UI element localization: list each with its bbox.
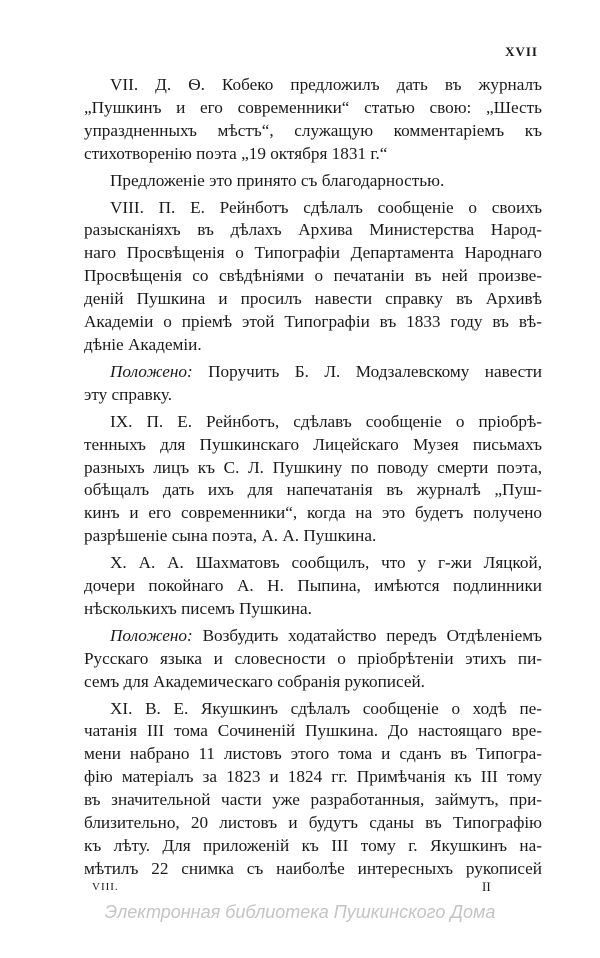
text-line xyxy=(84,698,542,721)
line-text: кинъ и его современники“, когда на это будетъ получено xyxy=(84,503,542,523)
text-line xyxy=(84,625,542,648)
text-line xyxy=(84,434,542,457)
line-text: въ значительной части уже разработанныя, займутъ, при- xyxy=(84,790,542,810)
text-line xyxy=(84,598,542,621)
line-text: обѣщалъ дать ихъ для напечатанія въ журналѣ „Пуш- xyxy=(84,480,542,500)
line-text: XI. В. Е. Якушкинъ сдѣлалъ сообщеніе о ходѣ пе- xyxy=(110,698,542,718)
text-line xyxy=(84,743,542,766)
line-text: чатанія III тома Сочиненій Пушкина. До настоящаго вре- xyxy=(84,721,542,741)
italic-label: Положено: xyxy=(110,625,193,645)
line-text: семъ для Академическаго собранія рукописей. xyxy=(84,671,425,691)
text-line xyxy=(84,766,542,789)
text-line xyxy=(84,835,542,858)
line-text: Возбудить ходатайство передъ Отдѣленіемъ xyxy=(192,625,542,645)
line-text: разрѣшеніе сына поэта, А. А. Пушкина. xyxy=(84,526,377,546)
line-text: IX. П. Е. Рейнботъ, сдѣлавъ сообщеніе о пріобрѣ- xyxy=(110,411,542,431)
text-line xyxy=(84,170,542,193)
body-text xyxy=(84,74,542,881)
text-line xyxy=(84,384,542,407)
text-line xyxy=(84,74,542,97)
text-line xyxy=(84,720,542,743)
text-line xyxy=(84,288,542,311)
page-number: XVII xyxy=(505,44,538,59)
line-text: упраздненныхъ мѣстъ“, служащую комментаріемъ къ xyxy=(84,120,542,140)
line-text: Академіи о пріемѣ этой Типографіи въ 1833 году въ вѣ- xyxy=(84,312,542,332)
line-text: стихотворенію поэта „19 октября 1831 г.“ xyxy=(84,143,388,163)
text-line xyxy=(84,242,542,265)
line-text: фію матеріалъ за 1823 и 1824 гг. Примѣчанія къ III тому xyxy=(84,767,542,787)
line-text: къ лѣту. Для приложеній къ III тому г. Якушкинъ на- xyxy=(84,836,542,855)
text-line xyxy=(84,671,542,694)
line-text: нѣсколькихъ писемъ Пушкина. xyxy=(84,598,312,618)
text-line xyxy=(84,575,542,598)
text-line xyxy=(84,197,542,220)
line-text: Русскаго языка и словесности о пріобрѣтеніи этихъ пи- xyxy=(84,648,542,668)
text-line xyxy=(84,479,542,502)
text-line xyxy=(84,552,542,575)
text-line xyxy=(84,457,542,480)
line-text: VIII. П. Е. Рейнботъ сдѣлалъ сообщеніе о своихъ xyxy=(110,197,542,217)
line-text: X. А. А. Шахматовъ сообщилъ, что у г-жи Ляцкой, xyxy=(110,553,542,573)
signature-mark-left: VIII. xyxy=(92,881,119,893)
text-line xyxy=(84,265,542,288)
text-line xyxy=(84,858,542,881)
line-text: близительно, 20 листовъ и будутъ сданы въ Типографію xyxy=(84,813,542,833)
signature-mark-right: II xyxy=(482,879,491,894)
text-line xyxy=(84,525,542,548)
text-line xyxy=(84,502,542,525)
text-line xyxy=(84,789,542,812)
text-line xyxy=(84,334,542,357)
line-text: Просвѣщенія со свѣдѣніями о печатаніи въ ней произве- xyxy=(84,266,542,286)
line-text: дѣніе Академіи. xyxy=(84,334,202,354)
line-text: разысканіяхъ въ дѣлахъ Архива Министерства Народ- xyxy=(84,220,542,240)
line-text: тенныхъ для Пушкинскаго Лицейскаго Музея письмахъ xyxy=(84,434,542,454)
line-text: наго Просвѣщенія о Типографіи Департамента Народнаго xyxy=(84,243,542,263)
line-text: мени набрано 11 листовъ этого тома и сданъ въ Типогра- xyxy=(84,744,542,764)
line-text: мѣтилъ 22 снимка съ наиболѣе интересныхъ рукописей xyxy=(84,858,542,878)
line-text: Предложеніе это принято съ благодарностью. xyxy=(110,170,445,190)
text-line xyxy=(84,311,542,334)
line-text: Поручить Б. Л. Модзалевскому навести xyxy=(192,361,542,381)
text-line xyxy=(84,120,542,143)
line-text: разныхъ лицъ къ С. Л. Пушкину по поводу смерти поэта, xyxy=(84,457,542,477)
watermark: Электронная библиотека Пушкинского Дома xyxy=(104,902,496,922)
italic-label: Положено: xyxy=(110,361,193,381)
line-text: „Пушкинъ и его современники“ статью свою: „Шесть xyxy=(84,97,542,117)
text-line xyxy=(84,812,542,835)
line-text: деній Пушкина и просилъ навести справку въ Архивѣ xyxy=(84,289,542,309)
line-text: дочери покойнаго А. Н. Пыпина, имѣются подлинники xyxy=(84,576,542,596)
text-line xyxy=(84,361,542,384)
text-line xyxy=(84,97,542,120)
text-line xyxy=(84,219,542,242)
text-line xyxy=(84,411,542,434)
text-line xyxy=(84,143,542,166)
line-text: VII. Д. Ѳ. Кобеко предложилъ дать въ журналъ xyxy=(110,75,542,94)
line-text: эту справку. xyxy=(84,384,172,404)
text-line xyxy=(84,648,542,671)
